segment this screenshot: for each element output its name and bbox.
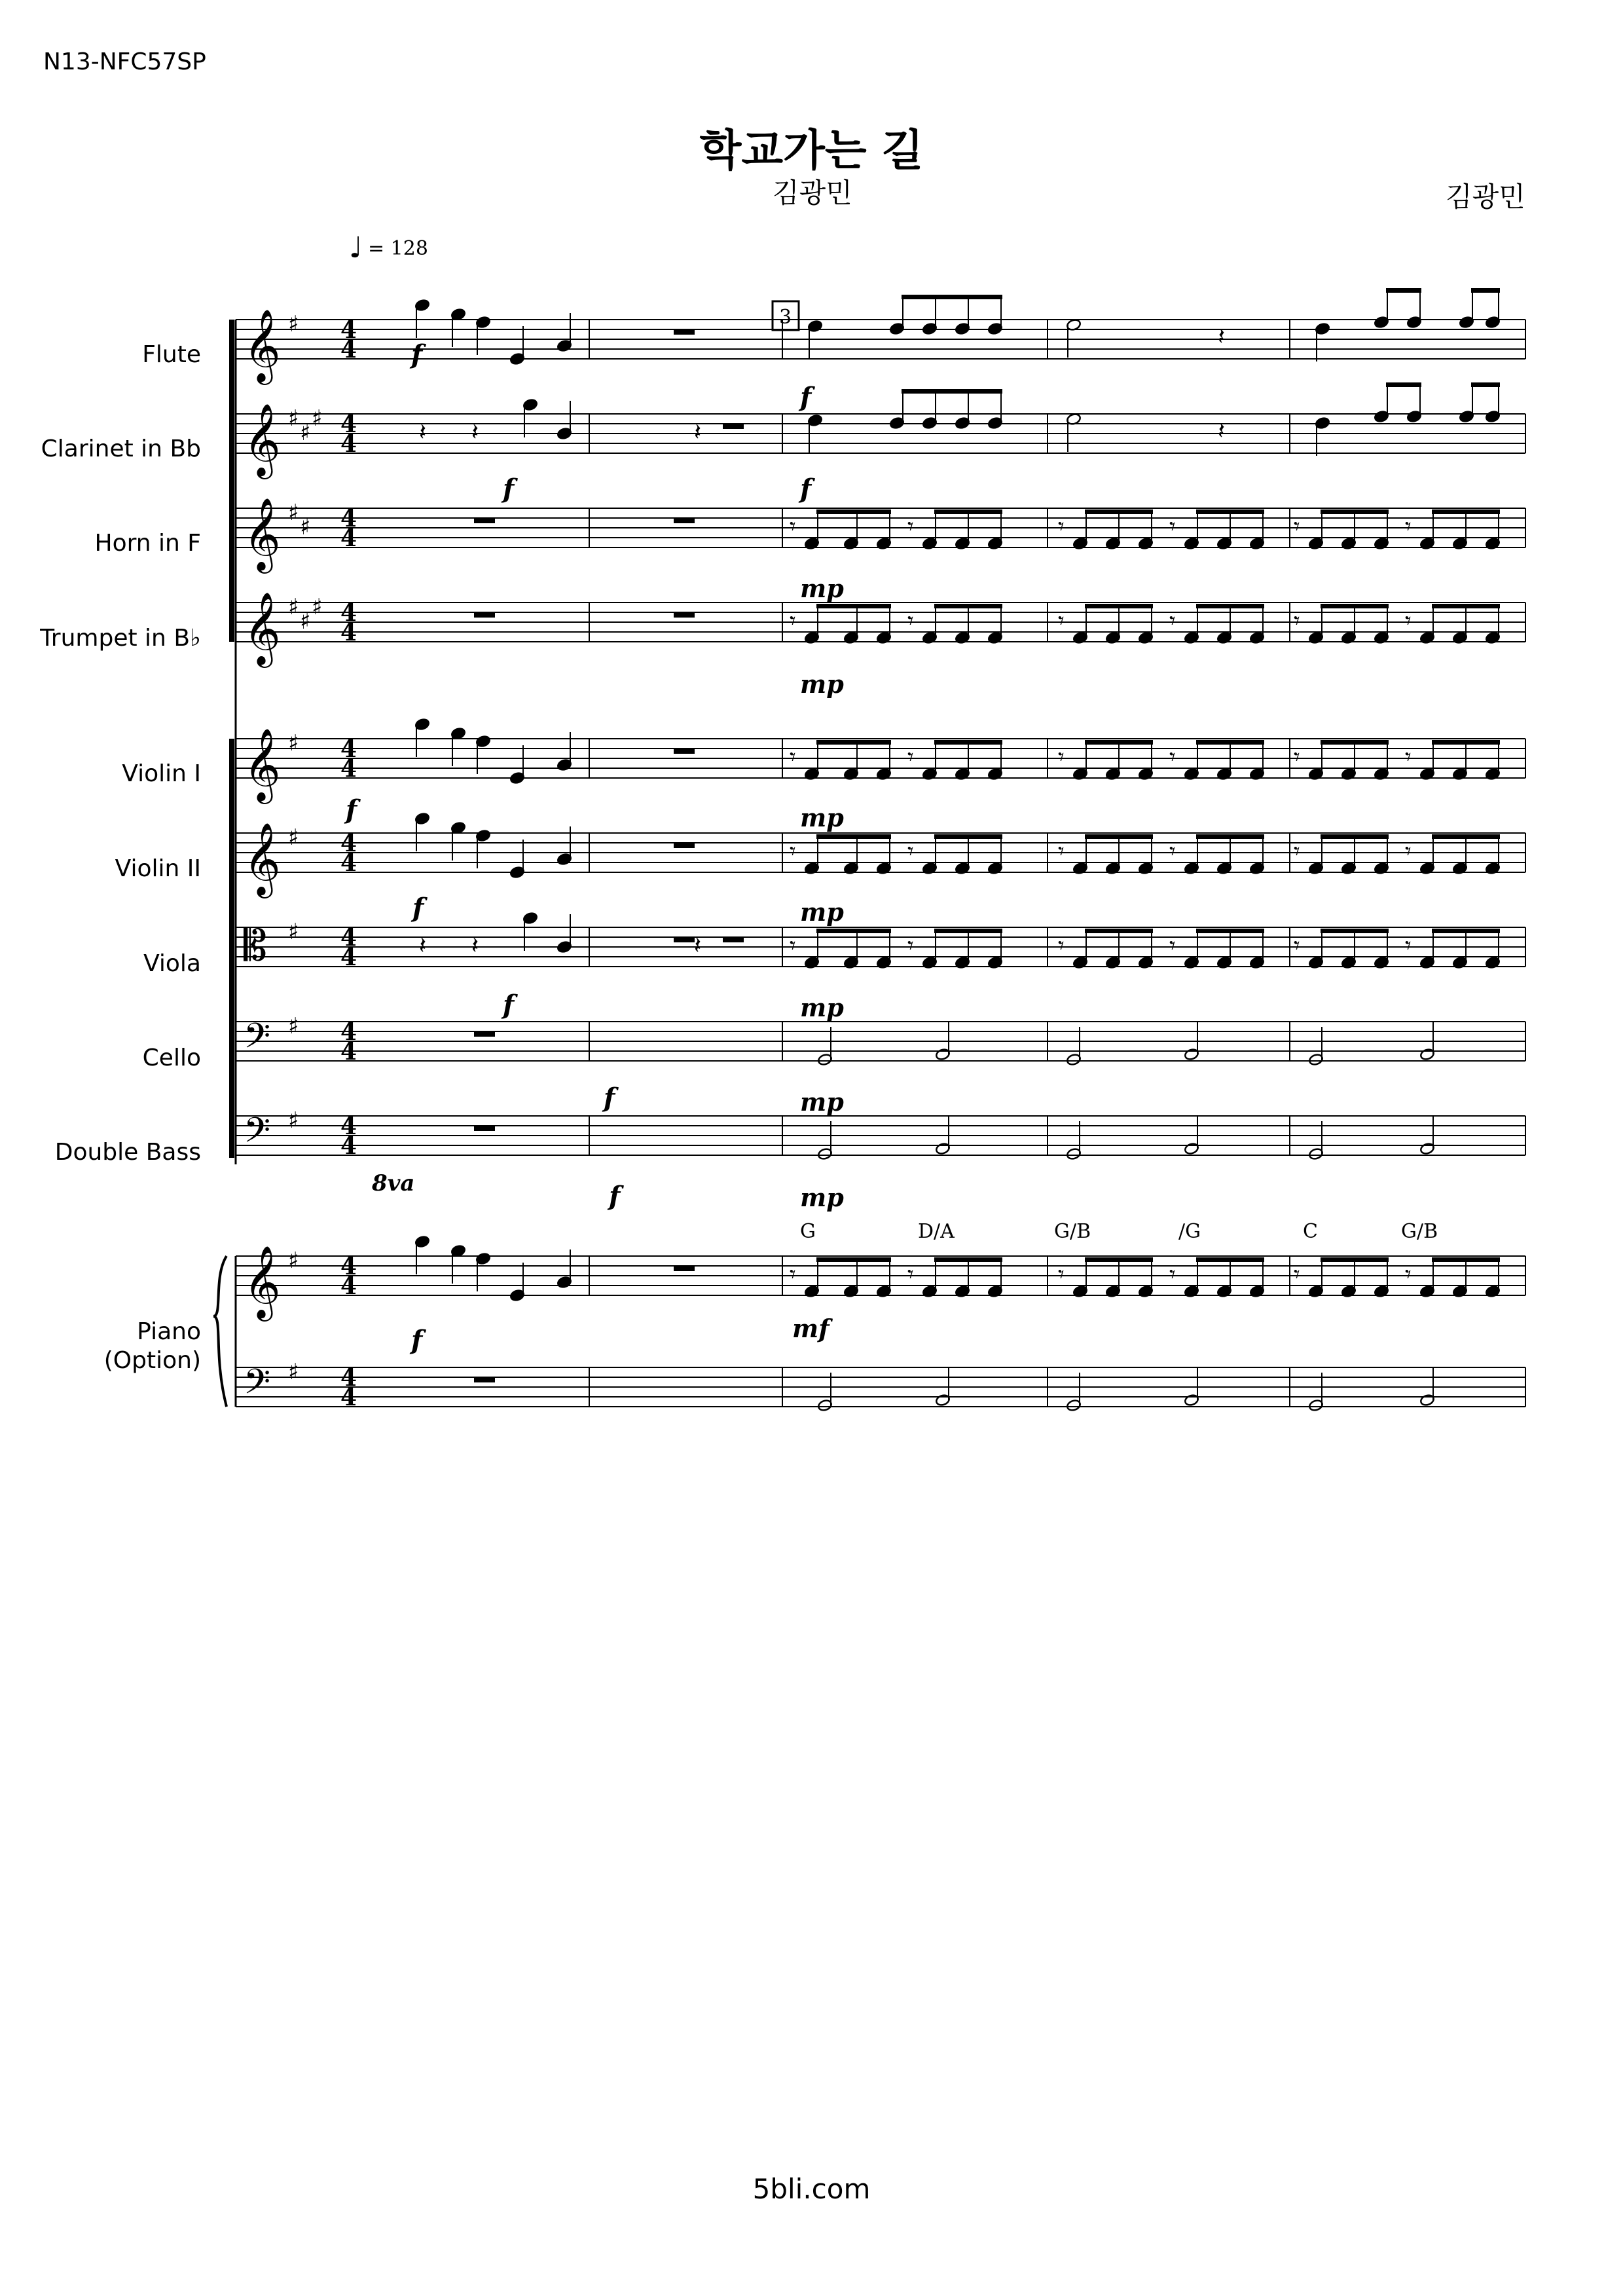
beam <box>816 1257 891 1262</box>
instrument-label-violin-2: Violin II <box>115 855 201 882</box>
beam <box>1196 929 1264 933</box>
clef-icon: 𝄞 <box>244 1245 281 1318</box>
rest-icon: 𝄾 <box>1405 744 1412 771</box>
time-signature-top: 4 <box>340 599 357 627</box>
rest-icon: 𝄽 <box>419 419 427 446</box>
composer: 김광민 <box>1446 181 1525 213</box>
beam <box>1386 288 1421 293</box>
time-signature-bottom: 4 <box>340 849 357 877</box>
rest-icon: 𝄾 <box>1294 838 1300 865</box>
instrument-label-clarinet: Clarinet in Bb <box>41 435 201 462</box>
beam <box>934 509 1002 514</box>
beam <box>1085 1257 1153 1262</box>
instrument-label-piano: Piano (Option) <box>103 1318 201 1374</box>
clef-icon: 𝄞 <box>244 308 281 382</box>
instrument-label-viola: Viola <box>143 950 201 977</box>
rest-icon: 𝄾 <box>1294 513 1300 540</box>
rest-icon: 𝄾 <box>790 744 796 771</box>
time-signature-top: 4 <box>340 316 357 344</box>
beam <box>816 740 891 745</box>
whole-rest <box>474 518 495 523</box>
rest-icon: 𝄾 <box>1294 1261 1300 1288</box>
sharp-icon: ♯ <box>300 420 311 446</box>
rest-icon: 𝄾 <box>790 608 796 635</box>
time-signature-bottom: 4 <box>340 944 357 971</box>
rest-icon: 𝄾 <box>790 513 796 540</box>
dynamic-violin-2: f <box>412 893 424 923</box>
sharp-icon: ♯ <box>288 1248 299 1274</box>
beam <box>934 604 1002 608</box>
beam <box>816 604 891 608</box>
dynamic-cello: f <box>604 1083 615 1113</box>
beam <box>816 509 891 514</box>
time-signature-bottom: 4 <box>340 430 357 458</box>
rest-icon: 𝄾 <box>907 744 914 771</box>
beam <box>1471 382 1500 387</box>
clef-icon: 𝄢 <box>244 1016 271 1065</box>
chord-symbol: D/A <box>918 1220 955 1243</box>
bracket-winds <box>229 320 234 642</box>
rest-icon: 𝄾 <box>907 513 914 540</box>
sharp-icon: ♯ <box>288 824 299 851</box>
instrument-label-cello: Cello <box>142 1045 201 1071</box>
instrument-label-double-bass: Double Bass <box>54 1139 201 1166</box>
beam <box>1321 834 1389 839</box>
time-signature-bottom: 4 <box>340 619 357 646</box>
sharp-icon: ♯ <box>288 1359 299 1385</box>
dynamic-horn: mp <box>800 574 844 603</box>
rest-icon: 𝄾 <box>790 1261 796 1288</box>
dynamic-flute-2: f <box>800 382 812 413</box>
dynamic-viola-2: mp <box>800 993 844 1022</box>
sharp-icon: ♯ <box>288 919 299 945</box>
beam <box>934 1257 1002 1262</box>
dynamic-violin-2-2: mp <box>800 897 844 927</box>
rehearsal-mark: 3 <box>779 306 792 329</box>
instrument-label-trumpet: Trumpet in B♭ <box>40 625 201 652</box>
beam <box>1321 604 1389 608</box>
rest-icon: 𝄾 <box>1405 838 1412 865</box>
time-signature-top: 4 <box>340 411 357 438</box>
sharp-icon: ♯ <box>300 608 311 635</box>
tempo-note-icon: ♩ <box>349 231 363 265</box>
clef-icon: 𝄞 <box>244 822 281 895</box>
beam <box>816 929 891 933</box>
rest-icon: 𝄾 <box>1169 608 1176 635</box>
rest-icon: 𝄾 <box>1405 933 1412 959</box>
rest-icon: 𝄾 <box>1058 838 1065 865</box>
time-signature-bottom: 4 <box>340 1132 357 1160</box>
rest-icon: 𝄾 <box>1058 513 1065 540</box>
rest-icon: 𝄽 <box>694 419 702 446</box>
rest-icon: 𝄽 <box>419 933 427 959</box>
beam <box>1321 929 1389 933</box>
instrument-label-violin-1: Violin I <box>122 760 201 787</box>
rest-icon: 𝄽 <box>471 933 479 959</box>
whole-rest <box>674 1266 695 1271</box>
time-signature-top: 4 <box>340 924 357 952</box>
rest-icon: 𝄾 <box>1169 744 1176 771</box>
rest-icon: 𝄾 <box>1058 744 1065 771</box>
rest-icon: 𝄾 <box>907 1261 914 1288</box>
beam <box>1386 382 1421 387</box>
chord-symbol: G/B <box>1401 1220 1438 1243</box>
whole-rest <box>674 329 695 335</box>
page-code: N13-NFC57SP <box>43 48 206 75</box>
whole-rest <box>674 612 695 618</box>
beam <box>1321 1257 1389 1262</box>
time-signature-bottom: 4 <box>340 755 357 783</box>
beam <box>934 740 1002 745</box>
sharp-icon: ♯ <box>288 1107 299 1134</box>
rest-icon: 𝄾 <box>1058 933 1065 959</box>
beam <box>1085 929 1153 933</box>
rest-icon: 𝄾 <box>1169 838 1176 865</box>
rest-icon: 𝄾 <box>907 933 914 959</box>
whole-rest <box>474 1126 495 1131</box>
sharp-icon: ♯ <box>288 405 299 432</box>
notation-marks <box>244 288 1501 1412</box>
instrument-label-flute: Flute <box>142 341 201 368</box>
dynamic-piano-2: mf <box>792 1314 830 1343</box>
beam <box>1196 834 1264 839</box>
dynamic-flute: f <box>411 339 423 370</box>
beam <box>1196 1257 1264 1262</box>
whole-rest <box>474 1031 495 1037</box>
beam <box>1432 834 1500 839</box>
rest-icon: 𝄾 <box>907 838 914 865</box>
rest-icon: 𝄾 <box>907 608 914 635</box>
whole-rest <box>723 937 744 942</box>
rest-icon: 𝄾 <box>790 838 796 865</box>
beam <box>1471 288 1500 293</box>
beam <box>1085 604 1153 608</box>
rest-icon: 𝄾 <box>1405 608 1412 635</box>
dynamic-double-bass: f <box>609 1181 621 1212</box>
time-signature-top: 4 <box>340 735 357 763</box>
clef-icon: 𝄡 <box>244 922 267 971</box>
beam <box>1085 740 1153 745</box>
rest-icon: 𝄽 <box>1218 324 1226 350</box>
time-signature-top: 4 <box>340 1018 357 1046</box>
whole-rest <box>674 937 695 942</box>
piano-brace <box>213 1256 227 1407</box>
dynamic-cello-2: mp <box>800 1087 844 1117</box>
chord-symbol: /G <box>1178 1220 1201 1243</box>
dynamic-violin-1-2: mp <box>800 803 844 832</box>
rest-icon: 𝄾 <box>790 933 796 959</box>
beam <box>934 834 1002 839</box>
staff-lines <box>213 320 1525 1407</box>
sharp-icon: ♯ <box>288 730 299 756</box>
chord-symbol: G <box>800 1220 816 1243</box>
rest-icon: 𝄾 <box>1169 1261 1176 1288</box>
ottava-mark: 8va <box>372 1170 415 1196</box>
clef-icon: 𝄞 <box>244 497 281 570</box>
sharp-icon: ♯ <box>288 311 299 337</box>
dynamic-viola: f <box>503 990 515 1020</box>
beam <box>902 295 1002 299</box>
sharp-icon: ♯ <box>288 594 299 620</box>
time-signature-bottom: 4 <box>340 1384 357 1411</box>
time-signature-bottom: 4 <box>340 525 357 552</box>
whole-rest <box>674 843 695 848</box>
clef-icon: 𝄞 <box>244 403 281 476</box>
rest-icon: 𝄽 <box>694 933 702 959</box>
beam <box>1196 740 1264 745</box>
score-title: 학교가는 길 <box>699 125 924 176</box>
dynamic-double-bass-2: mp <box>800 1183 844 1212</box>
whole-rest <box>474 1377 495 1382</box>
rest-icon: 𝄾 <box>1405 1261 1412 1288</box>
rest-icon: 𝄾 <box>1169 933 1176 959</box>
dynamic-clarinet-2: f <box>800 473 812 504</box>
sharp-icon: ♯ <box>312 405 323 432</box>
chord-symbol: G/B <box>1054 1220 1091 1243</box>
chord-symbol: C <box>1303 1220 1318 1243</box>
time-signature-top: 4 <box>340 830 357 857</box>
rest-icon: 𝄾 <box>1294 608 1300 635</box>
clef-icon: 𝄢 <box>244 1111 271 1159</box>
beam <box>1432 509 1500 514</box>
sharp-icon: ♯ <box>288 1013 299 1039</box>
tempo-text: = 128 <box>368 237 428 260</box>
whole-rest <box>723 424 744 429</box>
footer-site: 5bli.com <box>752 2173 871 2205</box>
beam <box>934 929 1002 933</box>
whole-rest <box>674 518 695 523</box>
sharp-icon: ♯ <box>288 500 299 526</box>
rest-icon: 𝄾 <box>1169 513 1176 540</box>
time-signature-bottom: 4 <box>340 336 357 363</box>
beam <box>816 834 891 839</box>
time-signature-top: 4 <box>340 1113 357 1140</box>
beam <box>1085 509 1153 514</box>
beam <box>1432 929 1500 933</box>
dynamic-trumpet: mp <box>800 669 844 699</box>
time-signature-bottom: 4 <box>340 1038 357 1065</box>
time-signature-top: 4 <box>340 505 357 532</box>
rest-icon: 𝄾 <box>1058 608 1065 635</box>
beam <box>1321 509 1389 514</box>
dynamic-violin-1: f <box>346 794 357 825</box>
beam <box>902 389 1002 394</box>
sharp-icon: ♯ <box>312 594 323 620</box>
rest-icon: 𝄾 <box>1294 744 1300 771</box>
beam <box>1432 604 1500 608</box>
whole-rest <box>674 749 695 754</box>
beam <box>1432 1257 1500 1262</box>
clef-icon: 𝄢 <box>244 1362 271 1411</box>
dynamic-clarinet: f <box>503 473 515 504</box>
beam <box>1085 834 1153 839</box>
clef-icon: 𝄞 <box>244 591 281 665</box>
sharp-icon: ♯ <box>300 514 311 540</box>
rest-icon: 𝄽 <box>1218 418 1226 445</box>
beam <box>1196 604 1264 608</box>
bracket-strings <box>229 739 234 1158</box>
time-signature-bottom: 4 <box>340 1272 357 1300</box>
rest-icon: 𝄾 <box>1294 933 1300 959</box>
beam <box>1196 509 1264 514</box>
rest-icon: 𝄾 <box>1405 513 1412 540</box>
dynamic-piano: f <box>411 1325 423 1356</box>
rest-icon: 𝄽 <box>471 419 479 446</box>
beam <box>1321 740 1389 745</box>
time-signature-top: 4 <box>340 1253 357 1280</box>
clef-icon: 𝄞 <box>244 728 281 801</box>
score-subtitle: 김광민 <box>773 177 852 209</box>
whole-rest <box>474 612 495 618</box>
beam <box>1432 740 1500 745</box>
time-signature-top: 4 <box>340 1364 357 1392</box>
instrument-label-horn: Horn in F <box>94 530 201 557</box>
rest-icon: 𝄾 <box>1058 1261 1065 1288</box>
